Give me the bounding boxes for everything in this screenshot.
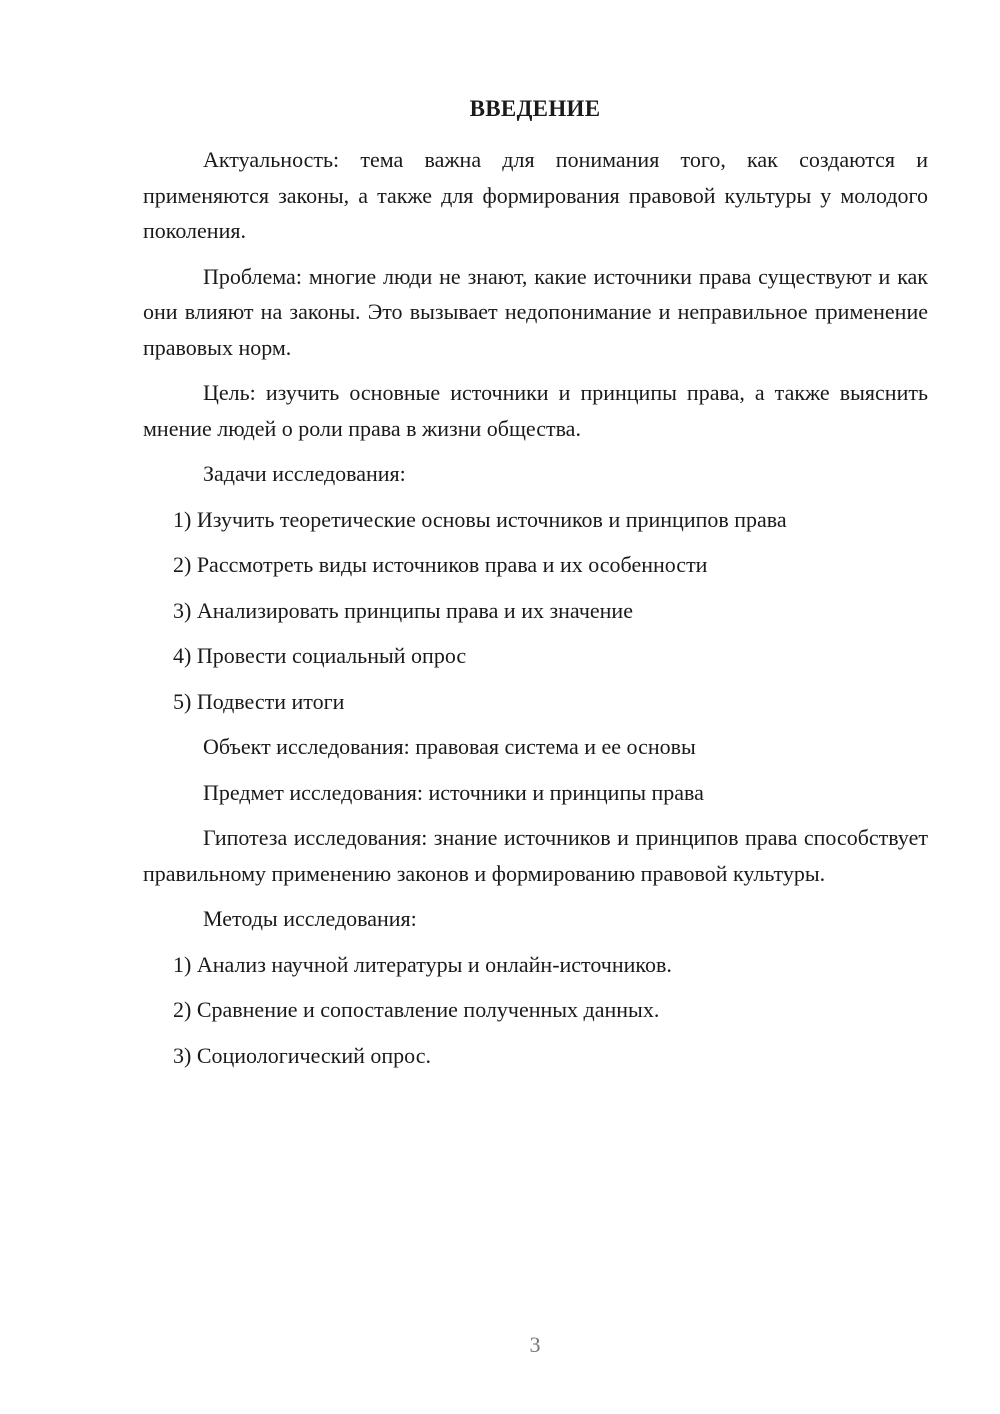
list-item: 1) Изучить теоретические основы источников и принципов права bbox=[173, 506, 787, 532]
list-item: 2) Сравнение и сопоставление полученных данных. bbox=[173, 997, 660, 1022]
subject-paragraph: Предмет исследования: источники и принципы права bbox=[203, 779, 704, 805]
object-paragraph: Объект исследования: правовая система и ее основы bbox=[203, 734, 696, 759]
list-item: 4) Провести социальный опрос bbox=[173, 643, 467, 668]
document-body bbox=[143, 142, 928, 1083]
tasks-heading: Задачи исследования: bbox=[203, 461, 406, 486]
methods-heading: Методы исследования: bbox=[203, 906, 417, 931]
relevance-paragraph: Актуальность: тема важна для понимания того, как создаются и применяются законы, а также для формирования правовой культуры у молодого поколения. bbox=[143, 147, 928, 243]
tasks-list bbox=[143, 502, 928, 720]
list-item: 2) Рассмотреть виды источников права и их особенности bbox=[173, 552, 708, 577]
list-item: 3) Социологический опрос. bbox=[173, 1042, 431, 1068]
list-item: 1) Анализ научной литературы и онлайн-источников. bbox=[173, 951, 672, 977]
list-item: 5) Подвести итоги bbox=[173, 688, 345, 714]
goal-paragraph: Цель: изучить основные источники и принципы права, а также выяснить мнение людей о роли права в жизни общества. bbox=[143, 380, 928, 441]
methods-list bbox=[143, 947, 928, 1074]
hypothesis-paragraph: Гипотеза исследования: знание источников и принципов права способствует правильному применению законов и формированию правовой культуры. bbox=[143, 825, 928, 886]
problem-paragraph: Проблема: многие люди не знают, какие источники права существуют и как они влияют на законы. Это вызывает недопонимание и неправильное применение правовых норм. bbox=[143, 263, 928, 360]
list-item: 3) Анализировать принципы права и их значение bbox=[173, 597, 633, 623]
page-title: ВВЕДЕНИЕ bbox=[469, 96, 601, 121]
page-number: 3 bbox=[529, 1332, 541, 1357]
